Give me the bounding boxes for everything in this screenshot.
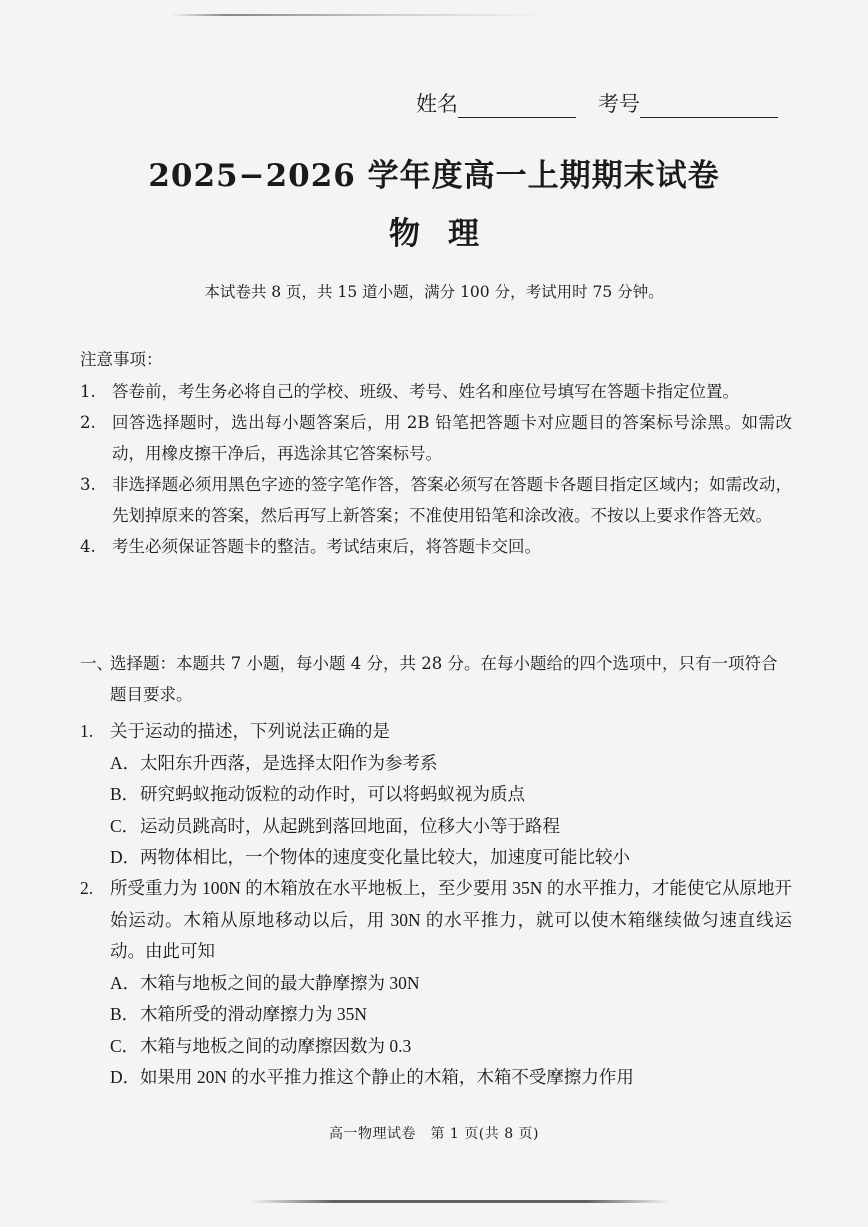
notes-heading: 注意事项： [80,350,163,369]
exam-info: 本试卷共 8 页，共 15 道小题，满分 100 分，考试用时 75 分钟。 [204,283,664,301]
exam-subject: 物理 [389,216,507,252]
note-item [80,376,792,407]
id-label: 考号 [598,92,640,116]
option-text: 木箱与地板之间的最大静摩擦为 30N [140,972,420,993]
id-blank [640,95,778,118]
note-number: 3. [80,475,96,494]
question-number: 2. [80,878,94,898]
option-letter: D． [110,847,141,867]
name-label: 姓名 [416,92,458,116]
note-item [80,407,792,469]
scan-artifact-top [170,14,550,16]
question-number: 1. [80,721,94,741]
section-number: 一、 [80,654,113,673]
option-text: 两物体相比，一个物体的速度变化量比较大，加速度可能比较小 [140,847,630,867]
option-b [80,999,792,1031]
option-letter: A． [110,752,141,773]
option-letter: B． [110,1004,140,1024]
option-text: 木箱与地板之间的动摩擦因数为 0.3 [140,1035,412,1056]
option-a [80,748,792,780]
option-d [80,1062,792,1094]
option-text: 太阳东升西落，是选择太阳作为参考系 [140,752,438,773]
notes-list [80,376,792,562]
option-text: 运动员跳高时，从起跳到落回地面，位移大小等于路程 [140,815,560,836]
option-text: 木箱所受的滑动摩擦力为 35N [140,1004,368,1024]
scan-artifact-bottom [250,1200,670,1203]
note-number: 2. [80,413,96,432]
option-letter: D． [110,1067,141,1087]
note-text: 非选择题必须用黑色字迹的签字笔作答，答案必须写在答题卡各题目指定区域内；如需改动，先划掉原来的答案，然后再写上新答案；不准使用铅笔和涂改液。不按以上要求作答无效。 [112,475,792,525]
note-number: 4. [80,537,96,556]
option-d [80,842,792,874]
option-letter: A． [110,972,141,993]
question-2 [80,873,792,1094]
option-letter: C． [110,1035,140,1056]
note-number: 1. [80,382,96,401]
question-stem: 关于运动的描述，下列说法正确的是 [110,721,390,741]
note-text: 考生必须保证答题卡的整洁。考试结束后，将答题卡交回。 [112,537,541,556]
exam-title: 2025−2026 学年度高一上期期末试卷 [148,158,720,194]
page-footer: 高一物理试卷 第 1 页(共 8 页) [328,1126,540,1142]
section-text: 选择题：本题共 7 小题，每小题 4 分，共 28 分。在每小题给的四个选项中，只有一项符合题目要求。 [110,654,778,704]
option-c [80,1031,792,1063]
question-stem: 所受重力为 100N 的木箱放在水平地板上，至少要用 35N 的水平推力，才能使它从原地开始运动。木箱从原地移动以后，用 30N 的水平推力，就可以使木箱继续做匀速直线运动。由此可知 [110,878,792,961]
option-letter: C． [110,815,140,836]
option-b [80,779,792,811]
question-1 [80,716,792,874]
name-blank [458,95,576,118]
option-text: 研究蚂蚁拖动饭粒的动作时，可以将蚂蚁视为质点 [140,784,525,804]
option-letter: B． [110,784,140,804]
note-item [80,469,792,531]
note-text: 回答选择题时，选出每小题答案后，用 2B 铅笔把答题卡对应题目的答案标号涂黑。如需改动，用橡皮擦干净后，再选涂其它答案标号。 [112,413,792,463]
note-item [80,531,792,562]
section-heading [80,648,792,710]
option-a [80,968,792,1000]
note-text: 答卷前，考生务必将自己的学校、班级、考号、姓名和座位号填写在答题卡指定位置。 [112,382,739,401]
name-id-row [416,88,796,118]
option-text: 如果用 20N 的水平推力推这个静止的木箱，木箱不受摩擦力作用 [140,1067,634,1087]
option-c [80,811,792,843]
